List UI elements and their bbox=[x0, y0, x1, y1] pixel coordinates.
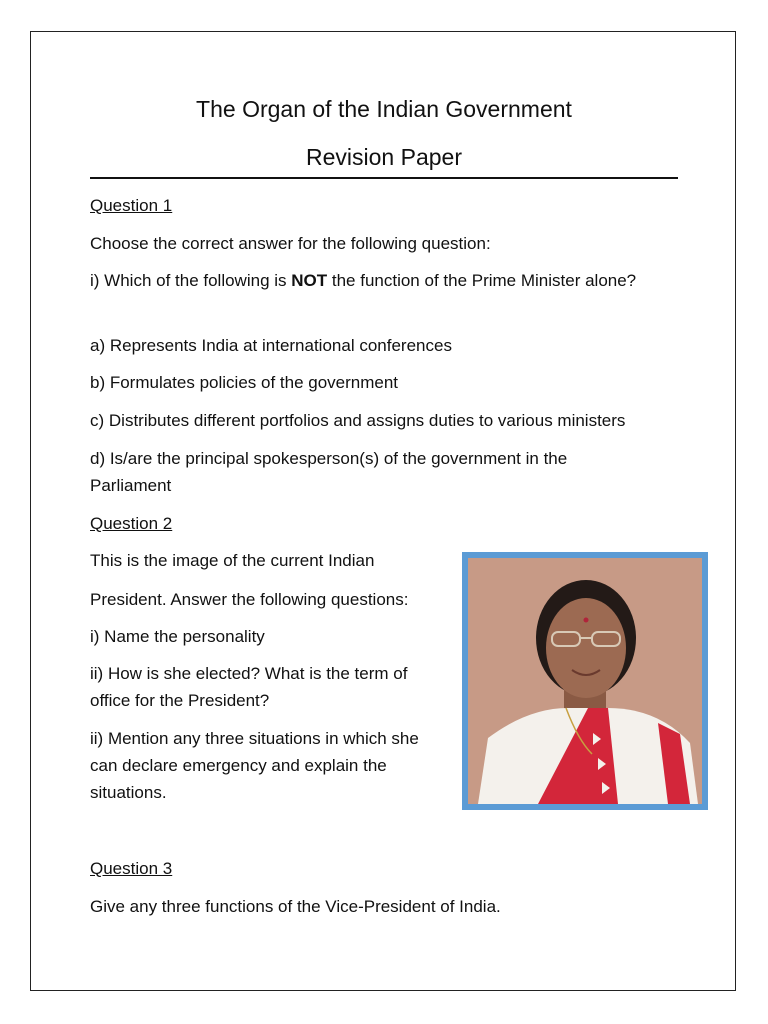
prompt-prefix: i) Which of the following is bbox=[90, 271, 292, 290]
question-2-item-1: i) Name the personality bbox=[90, 627, 265, 646]
question-1-prompt bbox=[90, 267, 650, 294]
option-c: c) Distributes different portfolios and assigns duties to various ministers bbox=[90, 411, 626, 430]
document-subtitle: Revision Paper bbox=[306, 144, 462, 170]
option-b: b) Formulates policies of the government bbox=[90, 373, 399, 392]
question-2-heading: Question 2 bbox=[90, 514, 173, 533]
question-2-intro-line-1: This is the image of the current Indian bbox=[90, 551, 375, 570]
option-a: a) Represents India at international conferences bbox=[90, 336, 452, 355]
question-3-heading: Question 3 bbox=[90, 859, 173, 878]
president-portrait-image bbox=[468, 558, 702, 804]
question-1-instruction: Choose the correct answer for the following question: bbox=[90, 234, 491, 253]
title-divider bbox=[90, 177, 678, 179]
question-2-intro-line-2: President. Answer the following questions: bbox=[90, 590, 409, 609]
question-2-item-3: ii) Mention any three situations in which she can declare emergency and explain the situations. bbox=[90, 729, 419, 802]
prompt-emphasis: NOT bbox=[291, 271, 328, 290]
president-photo bbox=[462, 552, 708, 810]
question-2-item-2: ii) How is she elected? What is the term of office for the President? bbox=[90, 664, 408, 710]
question-1-heading: Question 1 bbox=[90, 196, 173, 215]
question-3-text: Give any three functions of the Vice-President of India. bbox=[90, 897, 501, 916]
document-title: The Organ of the Indian Government bbox=[196, 96, 572, 122]
prompt-suffix: the function of the Prime Minister alone? bbox=[327, 271, 637, 290]
option-d: d) Is/are the principal spokesperson(s) of the government in the Parliament bbox=[90, 449, 568, 495]
